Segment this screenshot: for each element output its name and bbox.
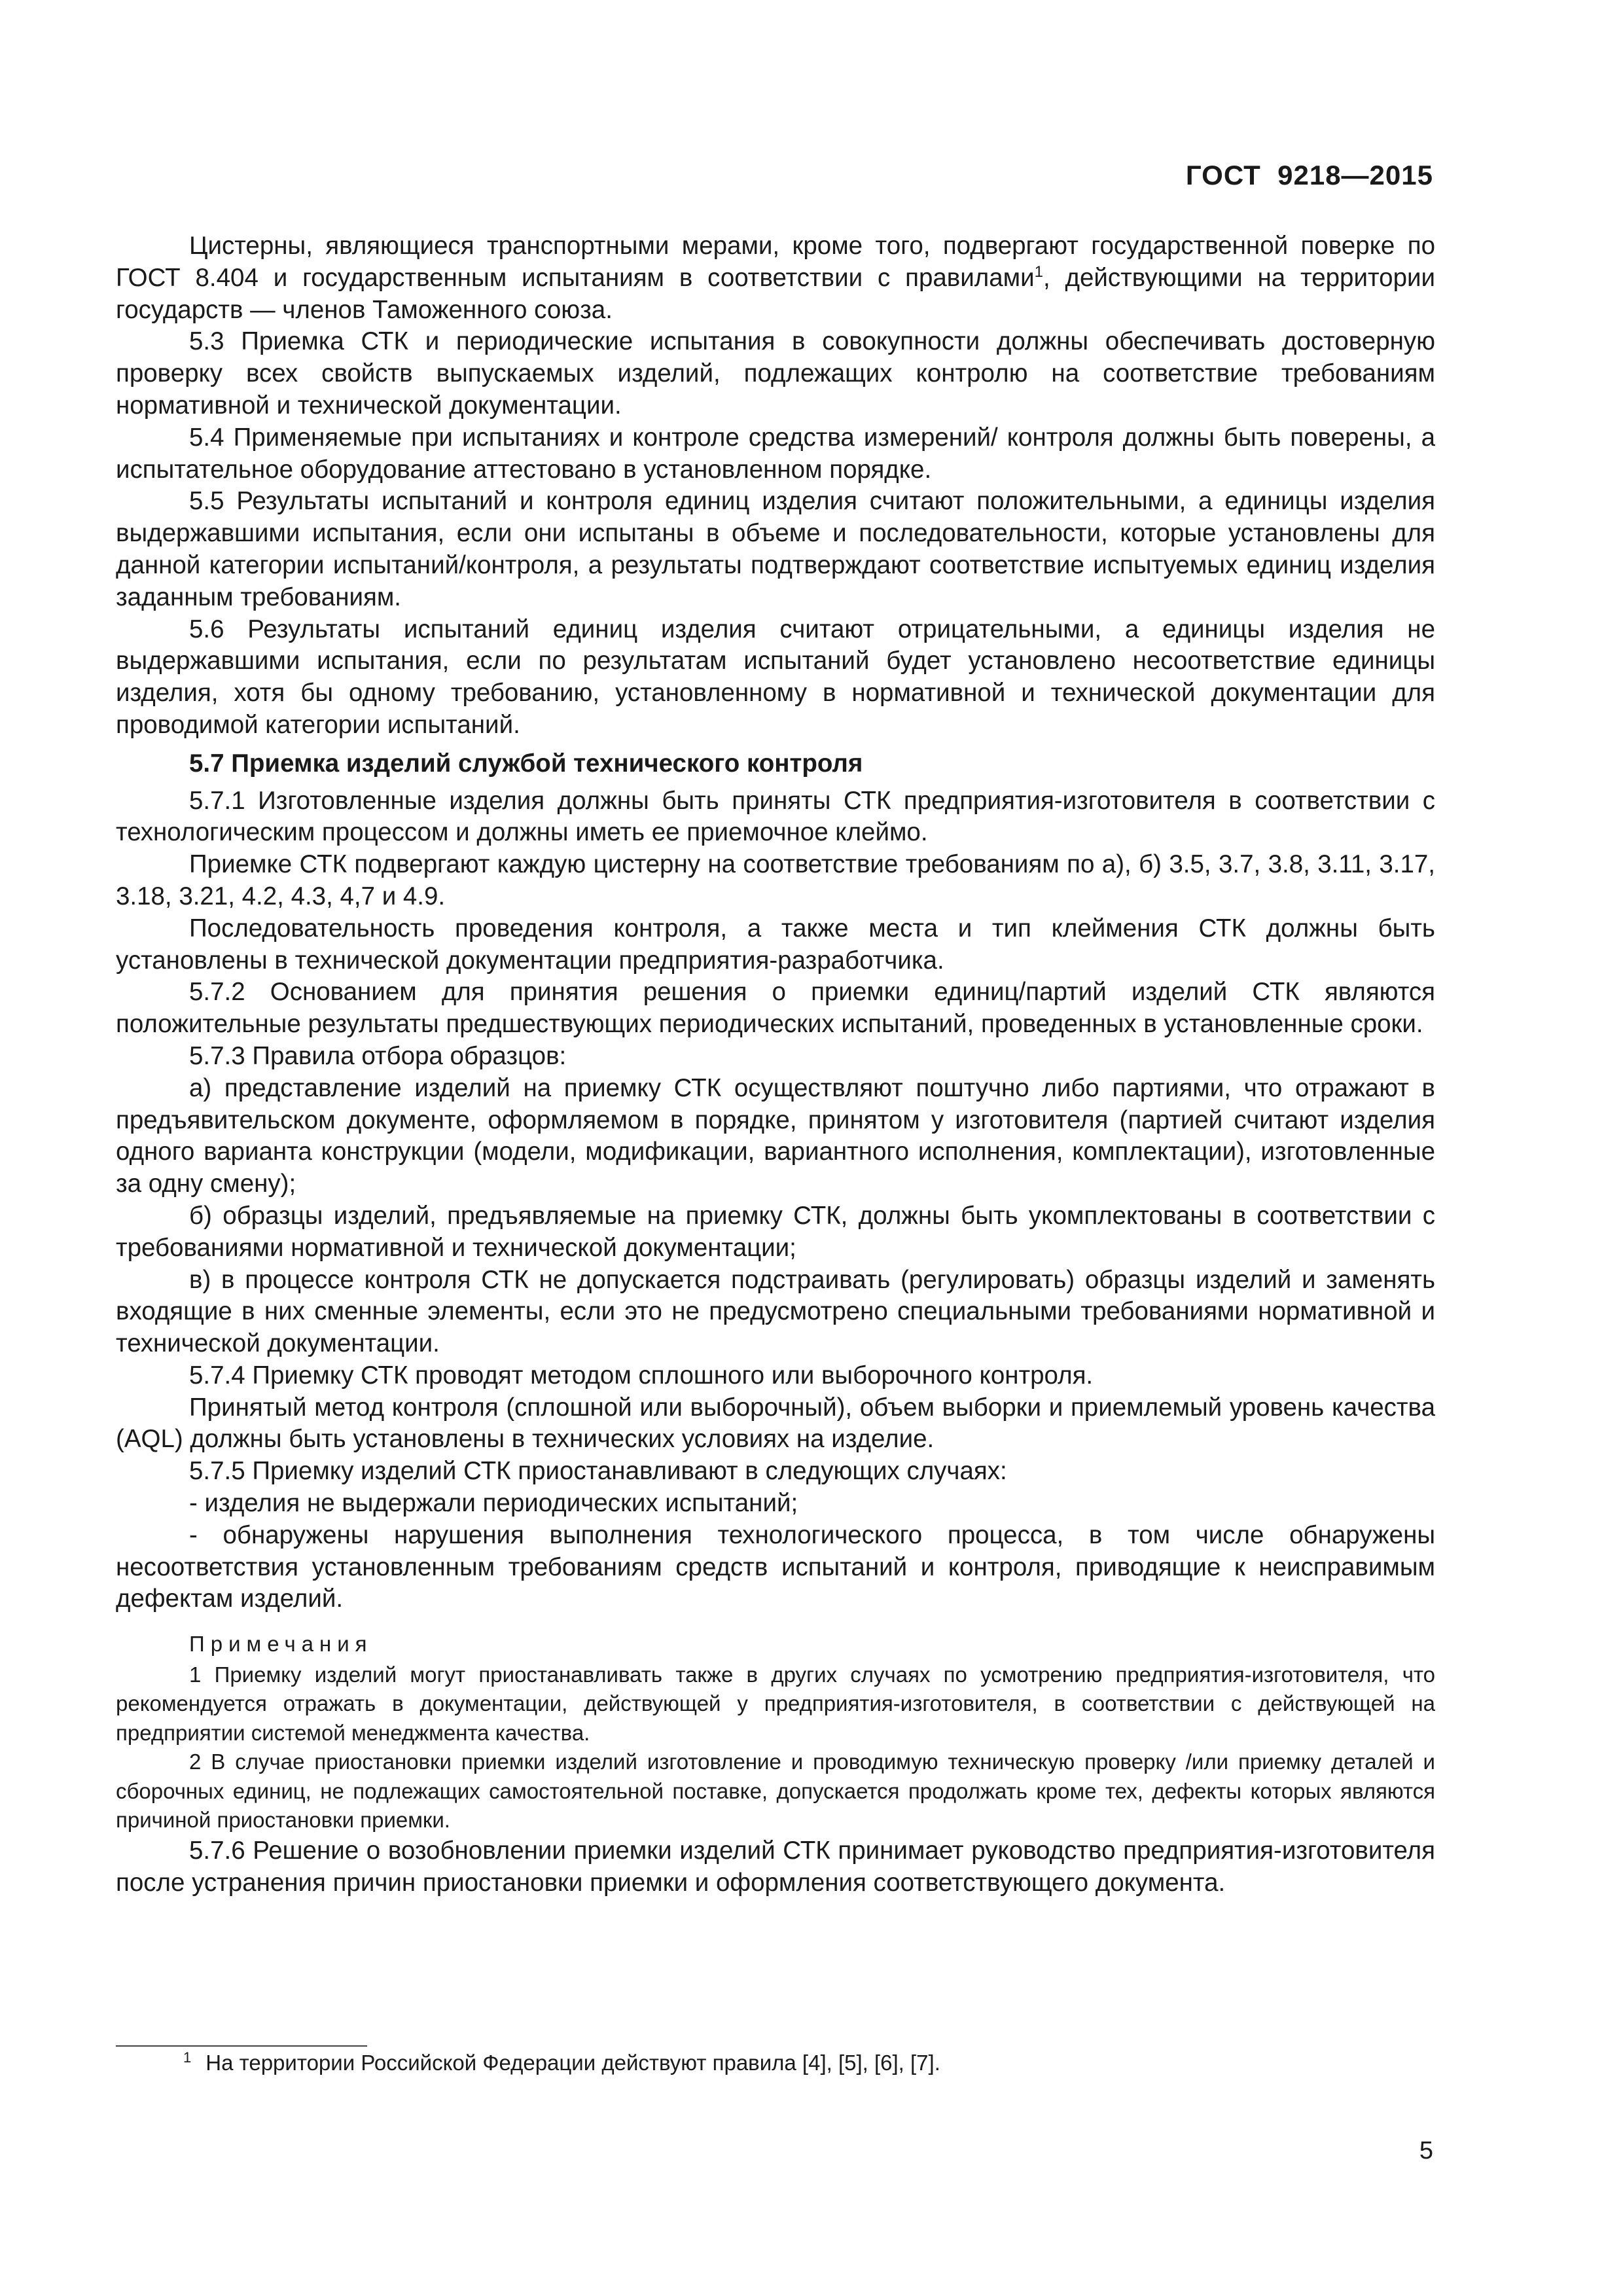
notes-title: Примечания — [189, 1632, 373, 1657]
paragraph-5-7-6: 5.7.6 Решение о возобновлении приемки изделий СТК принимает руководство предприятия-изготовителя после устранения причин приостановки приемки и оформления соответствующего документа. — [116, 1836, 1435, 1897]
paragraph-5-6: 5.6 Результаты испытаний единиц изделия считают отрицательными, а единицы изделия не выдержавшими испытания, если по результатам испытаний будет установлено несоответствие единицы изделия, хотя бы одному требованию, установленному в нормативной и технической документации для проводимой категории испытаний. — [116, 615, 1435, 739]
document-body — [116, 230, 1435, 1899]
paragraph-5-7-1-c: Последовательность проведения контроля, а также места и тип клеймения СТК должны быть установлены в технической документации предприятия-разработчика. — [116, 914, 1435, 975]
notes-block — [116, 1630, 1435, 1835]
footnote-ref: 1 — [1034, 262, 1043, 281]
footnote-divider — [116, 2045, 367, 2047]
page-number: 5 — [1419, 2137, 1433, 2164]
paragraph-5-5: 5.5 Результаты испытаний и контроля единиц изделия считают положительными, а единицы изделия выдержавшими испытания, если они испытаны в объеме и последовательности, которые установлены для данной категории испытаний/контроля, а результаты подтверждают соответствие испытуемых единиц изделия заданным требованиям. — [116, 487, 1435, 611]
bullet-item-1: - изделия не выдержали периодических испытаний; — [189, 1489, 798, 1518]
document-header: ГОСТ 9218—2015 — [1185, 160, 1433, 190]
list-item-b: б) образцы изделий, предъявляемые на приемку СТК, должны быть укомплектованы в соответствии с требованиями нормативной и технической документации; — [116, 1201, 1435, 1262]
paragraph-5-7-4: 5.7.4 Приемку СТК проводят методом сплошного или выборочного контроля. — [189, 1361, 1094, 1390]
paragraph-5-7-5: 5.7.5 Приемку изделий СТК приостанавливают в следующих случаях: — [189, 1457, 1007, 1486]
bullet-item-2: - обнаружены нарушения выполнения технологического процесса, в том числе обнаружены несоответствия установленным требованиям средств испытаний и контроля, приводящие к неисправимым дефектам изделий. — [116, 1520, 1435, 1613]
list-item-v: в) в процессе контроля СТК не допускается подстраивать (регулировать) образцы изделий и заменять входящие в них сменные элементы, если это не предусмотрено специальными требованиями нормативной и технической документации. — [116, 1265, 1435, 1358]
paragraph-5-7-4-b: Принятый метод контроля (сплошной или выборочный), объем выборки и приемлемый уровень качества (AQL) должны быть установлены в технических условиях на изделие. — [116, 1393, 1435, 1454]
paragraph-5-4: 5.4 Применяемые при испытаниях и контроле средства измерений/ контроля должны быть поверены, а испытательное оборудование аттестовано в установленном порядке. — [116, 423, 1435, 484]
footnote-text: На территории Российской Федерации действуют правила [4], [5], [6], [7]. — [205, 2051, 940, 2075]
note-item-1: 1 Приемку изделий могут приостанавливать также в других случаях по усмотрению предприятия-изготовителя, что рекомендуется отражать в документации, действующей у предприятия-изготовителя, в соответствии с действующей на предприятии системой менеджмента качества. — [116, 1662, 1435, 1745]
paragraph-5-7-1-b: Приемке СТК подвергают каждую цистерну на соответствие требованиям по а), б) 3.5, 3.7, 3.8, 3.11, 3.17, 3.18, 3.21, 4.2, 4.3, 4,7 и 4.9. — [116, 850, 1435, 910]
paragraph-5-7-2: 5.7.2 Основанием для принятия решения о приемки единиц/партий изделий СТК являются положительные результаты предшествующих периодических испытаний, проведенных в установленные сроки. — [116, 978, 1435, 1039]
section-heading-5-7: 5.7 Приемка изделий службой технического контроля — [189, 749, 863, 778]
list-item-a: а) представление изделий на приемку СТК осуществляют поштучно либо партиями, что отражают в предъявительском документе, оформляемом в порядке, принятом у изготовителя (партией считают изделия одного варианта конструкции (модели, модификации, вариантного исполнения, комплектации), изготовленные за одну смену); — [116, 1073, 1435, 1198]
paragraph-cisterns: Цистерны, являющиеся транспортными мерами, кроме того, подвергают государственной поверке по ГОСТ 8.404 и государственным испытаниям в соответствии с правилами$^1$, действующими на территории государств — членов Таможенного союза. — [116, 232, 1435, 324]
paragraph-5-7-1: 5.7.1 Изготовленные изделия должны быть приняты СТК предприятия-изготовителя в соответствии с технологическим процессом и должны иметь ее приемочное клеймо. — [116, 786, 1435, 847]
paragraph-5-3: 5.3 Приемка СТК и периодические испытания в совокупности должны обеспечивать достоверную проверку всех свойств выпускаемых изделий, подлежащих контролю на соответствие требованиям нормативной и технической документации. — [116, 327, 1435, 420]
paragraph-5-7-3: 5.7.3 Правила отбора образцов: — [189, 1041, 567, 1070]
footnote — [183, 2049, 940, 2077]
note-item-2: 2 В случае приостановки приемки изделий изготовление и проводимую техническую проверку /или приемку деталей и сборочных единиц, не подлежащих самостоятельной поставке, допускается продолжать кроме тех, дефекты которых являются причиной приостановки приемки. — [116, 1749, 1435, 1833]
footnote-mark: 1 — [183, 2049, 192, 2066]
